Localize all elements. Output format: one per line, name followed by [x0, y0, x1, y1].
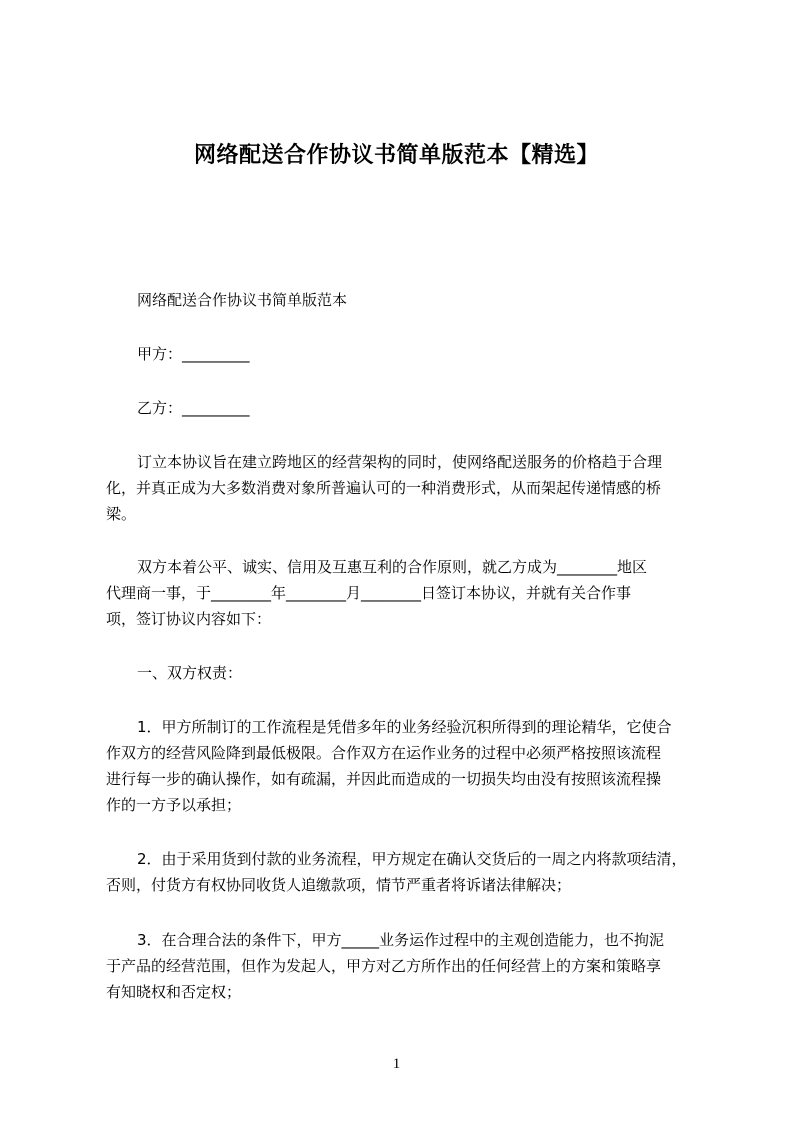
clause-1-line: 作双方的经营风险降到最低极限。合作双方在运作业务的过程中必须严格按照该流程: [106, 744, 662, 762]
clause-2: [106, 846, 716, 898]
principle-line: 代理商一事，于________年________月________日签订本协议，并就有关合作事: [106, 584, 632, 602]
clause-3-line: 3．在合理合法的条件下，甲方_____业务运作过程中的主观创造能力，也不拘泥: [137, 931, 665, 949]
page-number: 1: [392, 1056, 401, 1072]
clause-1-line: 进行每一步的确认操作，如有疏漏，并因此而造成的一切损失均由没有按照该流程操: [106, 770, 662, 788]
clause-1-line: 作的一方予以承担；: [106, 796, 242, 814]
clause-1: [106, 714, 716, 818]
principle-line: 双方本着公平、诚实、信用及互惠互利的合作原则，就乙方成为________地区: [137, 558, 648, 576]
subtitle-text: 网络配送合作协议书简单版范本: [137, 291, 348, 309]
party-b-text: 乙方：_________: [137, 399, 250, 417]
section-heading: [106, 660, 716, 686]
principle-line: 项，签订协议内容如下：: [106, 610, 272, 628]
clause-3: [106, 927, 716, 1005]
party-a-field: [106, 341, 716, 367]
clause-3-line: 于产品的经营范围，但作为发起人，甲方对乙方所作出的任何经营上的方案和策略享: [106, 957, 662, 975]
intro-line: 订立本协议旨在建立跨地区的经营架构的同时，使网络配送服务的价格趋于合理: [137, 453, 663, 471]
clause-3-line: 有知晓权和否定权；: [106, 983, 242, 1001]
intro-line: 梁。: [106, 505, 137, 523]
clause-2-line: 否则，付货方有权协同收货人追缴款项，情节严重者将诉诸法律解决；: [106, 876, 572, 894]
clause-2-line: 2．由于采用货到付款的业务流程，甲方规定在确认交货后的一周之内将款项结清，: [137, 850, 687, 868]
party-a-text: 甲方：_________: [137, 345, 250, 363]
section-heading-text: 一、双方权责：: [137, 664, 243, 682]
document-title: 网络配送合作协议书简单版范本【精选】: [193, 143, 599, 168]
document-subtitle: [106, 287, 716, 313]
party-b-field: [106, 395, 716, 421]
intro-line: 化，并真正成为大多数消费对象所普遍认可的一种消费形式，从而架起传递情感的桥: [106, 479, 662, 497]
clause-1-line: 1．甲方所制订的工作流程是凭借多年的业务经验沉积所得到的理论精华，它使合: [137, 718, 672, 736]
principle-paragraph: [106, 554, 716, 632]
intro-paragraph: [106, 449, 716, 527]
